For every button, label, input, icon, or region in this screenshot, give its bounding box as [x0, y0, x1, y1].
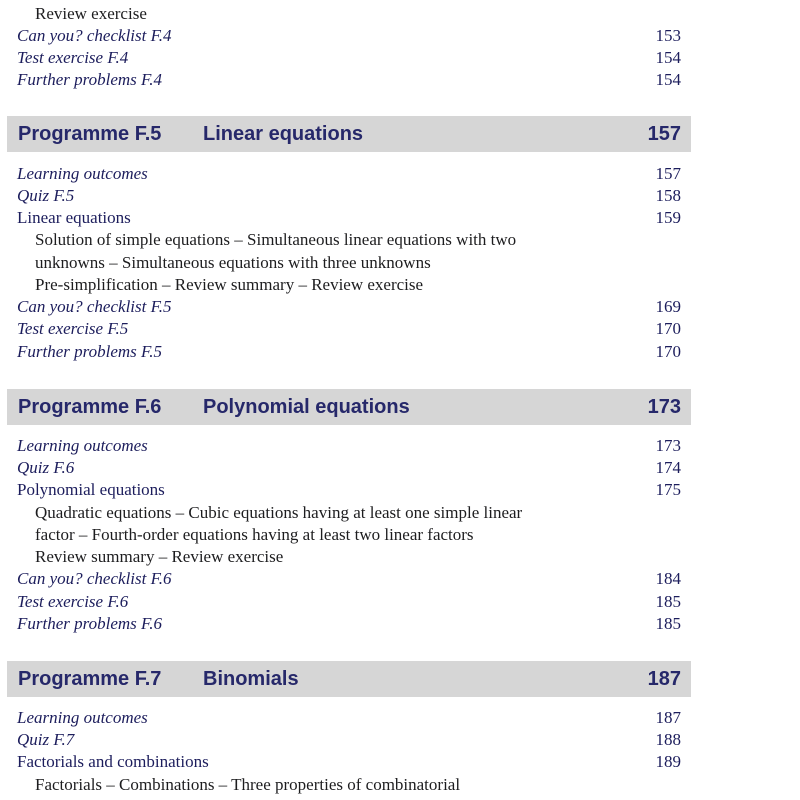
f5-further-problems-label: Further problems F.5 — [17, 342, 162, 361]
f6-subtopics-text-3: Review summary – Review exercise — [35, 547, 284, 566]
f4-further-problems-entry[interactable] — [0, 69, 800, 91]
f4-can-you-page: 153 — [655, 26, 681, 45]
f6-section-page: 175 — [655, 480, 681, 499]
f4-can-you-label: Can you? checklist F.4 — [17, 26, 172, 45]
f5-test-exercise-entry[interactable] — [0, 318, 800, 340]
f7-subtopics-text-1: Factorials – Combinations – Three properties of combinatorial — [35, 775, 461, 794]
f7-quiz-label: Quiz F.7 — [17, 730, 75, 749]
f5-further-problems-entry[interactable] — [0, 341, 800, 363]
f5-test-exercise-page: 170 — [655, 319, 681, 338]
f5-can-you-page: 169 — [655, 297, 681, 316]
f4-further-problems-page: 154 — [655, 70, 681, 89]
f5-learning-outcomes-label: Learning outcomes — [17, 164, 148, 183]
f5-quiz-label: Quiz F.5 — [17, 186, 75, 205]
f5-learning-outcomes-entry[interactable] — [0, 163, 800, 185]
f6-test-exercise-label: Test exercise F.6 — [17, 592, 129, 611]
f6-further-problems-label: Further problems F.6 — [17, 614, 162, 633]
f6-subtopics-line-1 — [0, 502, 800, 524]
f6-further-problems-page: 185 — [655, 614, 681, 633]
f6-programme-title: Polynomial equations — [203, 396, 410, 418]
f7-quiz-entry[interactable] — [0, 729, 800, 751]
f5-section-entry[interactable] — [0, 207, 800, 229]
f4-further-problems-label: Further problems F.4 — [17, 70, 162, 89]
f5-subtopics-line-2 — [0, 252, 800, 274]
f5-can-you-label: Can you? checklist F.5 — [17, 297, 172, 316]
f6-subtopics-text-2: factor – Fourth-order equations having at least two linear factors — [35, 525, 474, 544]
f5-section-label: Linear equations — [17, 208, 131, 227]
f6-quiz-label: Quiz F.6 — [17, 458, 75, 477]
f5-programme-page: 157 — [647, 123, 681, 145]
f5-quiz-entry[interactable] — [0, 185, 800, 207]
f4-subtopics-line — [0, 3, 800, 25]
f5-subtopics-line-3 — [0, 274, 800, 296]
f6-quiz-page: 174 — [655, 458, 681, 477]
f5-programme-number: Programme F.5 — [18, 123, 162, 145]
f7-section-label: Factorials and combinations — [17, 752, 209, 771]
f6-learning-outcomes-page: 173 — [655, 436, 681, 455]
f7-learning-outcomes-label: Learning outcomes — [17, 708, 148, 727]
f7-learning-outcomes-page: 187 — [655, 708, 681, 727]
f5-subtopics-text-2: unknowns – Simultaneous equations with three unknowns — [35, 253, 431, 272]
f6-programme-heading[interactable] — [7, 389, 691, 425]
f7-quiz-page: 188 — [655, 730, 681, 749]
f6-subtopics-line-2 — [0, 524, 800, 546]
f7-programme-heading[interactable] — [7, 661, 691, 697]
f5-quiz-page: 158 — [655, 186, 681, 205]
f6-can-you-page: 184 — [655, 569, 681, 588]
f7-learning-outcomes-entry[interactable] — [0, 707, 800, 729]
f6-subtopics-line-3 — [0, 546, 800, 568]
f6-can-you-label: Can you? checklist F.6 — [17, 569, 172, 588]
f5-programme-title: Linear equations — [203, 123, 364, 145]
f6-quiz-entry[interactable] — [0, 457, 800, 479]
f5-section-page: 159 — [655, 208, 681, 227]
f7-section-entry[interactable] — [0, 751, 800, 773]
f7-programme-title: Binomials — [203, 668, 299, 690]
f4-test-exercise-page: 154 — [655, 48, 681, 67]
f6-can-you-entry[interactable] — [0, 568, 800, 590]
f5-subtopics-text-3: Pre-simplification – Review summary – Review exercise — [35, 275, 424, 294]
f6-section-label: Polynomial equations — [17, 480, 165, 499]
f5-subtopics-text-1: Solution of simple equations – Simultaneous linear equations with two — [35, 230, 517, 249]
f7-programme-number: Programme F.7 — [18, 668, 162, 690]
f7-section-page: 189 — [655, 752, 681, 771]
f5-test-exercise-label: Test exercise F.5 — [17, 319, 129, 338]
f4-test-exercise-entry[interactable] — [0, 47, 800, 69]
f4-subtopics-text: Review exercise — [35, 4, 147, 23]
f7-programme-page: 187 — [647, 668, 681, 690]
f5-can-you-entry[interactable] — [0, 296, 800, 318]
f7-subtopics-line-1 — [0, 774, 800, 796]
f6-further-problems-entry[interactable] — [0, 613, 800, 635]
f6-test-exercise-entry[interactable] — [0, 591, 800, 613]
f6-programme-page: 173 — [647, 396, 681, 418]
f6-test-exercise-page: 185 — [655, 592, 681, 611]
f5-programme-heading[interactable] — [7, 116, 691, 152]
f4-test-exercise-label: Test exercise F.4 — [17, 48, 129, 67]
f5-further-problems-page: 170 — [655, 342, 681, 361]
f6-programme-number: Programme F.6 — [18, 396, 162, 418]
f6-subtopics-text-1: Quadratic equations – Cubic equations having at least one simple linear — [35, 503, 523, 522]
f6-learning-outcomes-entry[interactable] — [0, 435, 800, 457]
f6-learning-outcomes-label: Learning outcomes — [17, 436, 148, 455]
f5-learning-outcomes-page: 157 — [655, 164, 681, 183]
f4-can-you-entry[interactable] — [0, 25, 800, 47]
f5-subtopics-line-1 — [0, 229, 800, 251]
f6-section-entry[interactable] — [0, 479, 800, 501]
